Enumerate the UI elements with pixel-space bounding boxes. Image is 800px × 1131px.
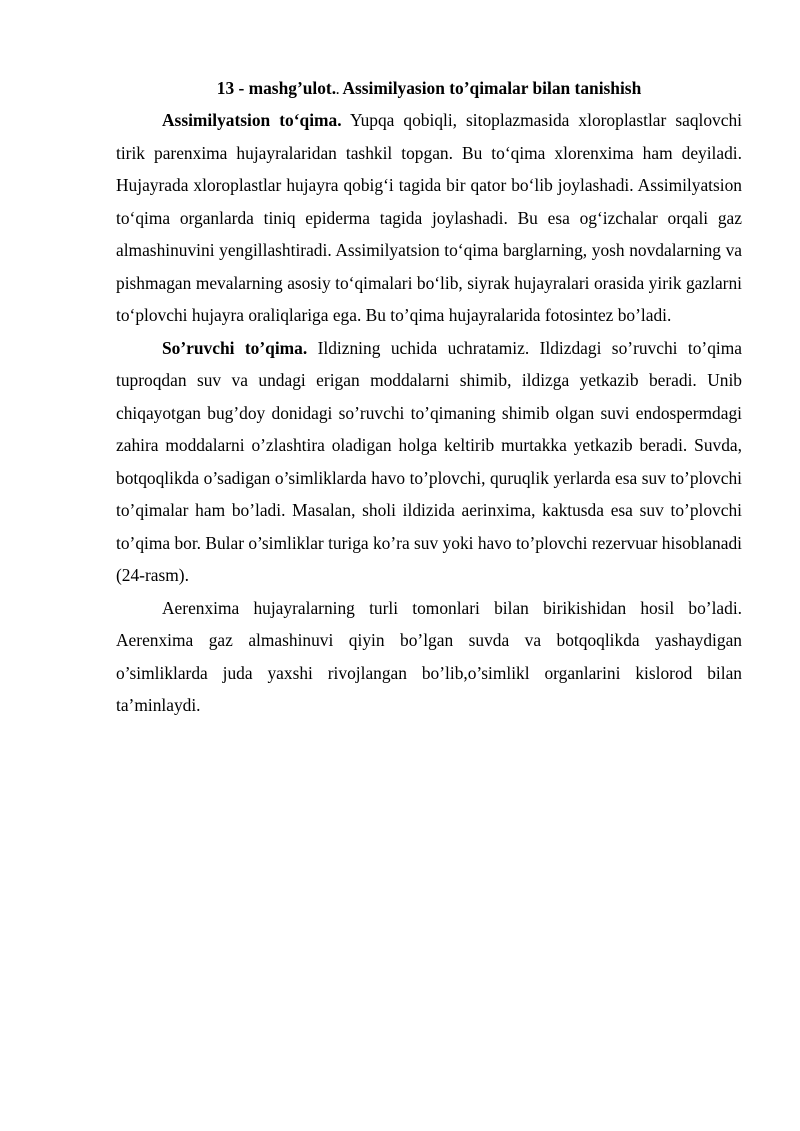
paragraph-assimilation-tissue <box>116 104 742 332</box>
paragraph-lead-term: Assimilyatsion to‘qima. <box>162 110 342 130</box>
title-dots: . <box>336 83 340 97</box>
title-part-1: 13 - mashg’ulot. <box>216 78 337 98</box>
paragraph-absorbing-tissue <box>116 332 742 592</box>
paragraph-lead-term: So’ruvchi to’qima. <box>162 337 308 358</box>
paragraph-body-text: Aerenxima hujayralarning turli tomonlari bilan birikishidan hosil bo’ladi. Aerenxima gaz almashinuvi qiyin bo’lgan suvda va botqoqlikda yashaydigan o’simliklarda juda yaxshi rivojlangan bo’lib,o’simlikl organlarini kislorod bilan ta’minlaydi. <box>116 597 742 715</box>
paragraph-body-text: Ildizning uchida uchratamiz. Ildizdagi so’ruvchi to’qima tuproqdan suv va undagi erigan moddalarni shimib, ildizga yetkazib beradi. Unib chiqayotgan bug’doy donidagi so’ruvchi to’qimaning shimib olgan suvi endospermdagi zahira moddalarni o’zlashtira oladigan holga keltirib murtakka yetkazib beradi. Suvda, botqoqlikda o’sadigan o’simliklarda havo to’plovchi, quruqlik yerlarda esa suv to’plovchi to’qimalar ham bo’ladi. Masalan, sholi ildizida aerinxima, kaktusda esa suv to’plovchi to’qima bor. Bular o’simliklar turiga ko’ra suv yoki havo to’plovchi rezervuar hisoblanadi (24-rasm). <box>116 337 742 585</box>
document-page <box>116 74 742 722</box>
title-part-2: Assimilyasion to’qimalar bilan tanishish <box>339 78 642 98</box>
paragraph-body-text: Yupqa qobiqli, sitoplazmasida xloroplastlar saqlovchi tirik parenxima hujayralaridan tashkil topgan. Bu to‘qima xlorenxima ham deyiladi. Hujayrada xloroplastlar hujayra qobig‘i tagida bir qator bo‘lib joylashadi. Assimilyatsion to‘qima organlarda tiniq epiderma tagida joylashadi. Bu esa og‘izchalar orqali gaz almashinuvini yengillashtiradi. Assimilyatsion to‘qima barglarning, yosh novdalarning va pishmagan mevalarning asosiy to‘qimalari bo‘lib, siyrak hujayralari orasida yirik gazlarni to‘plovchi hujayra oraliqlariga ega. Bu to’qima hujayralarida fotosintez bo’ladi. <box>116 110 742 325</box>
document-title <box>116 74 742 104</box>
paragraph-aerenchyma <box>116 592 742 722</box>
